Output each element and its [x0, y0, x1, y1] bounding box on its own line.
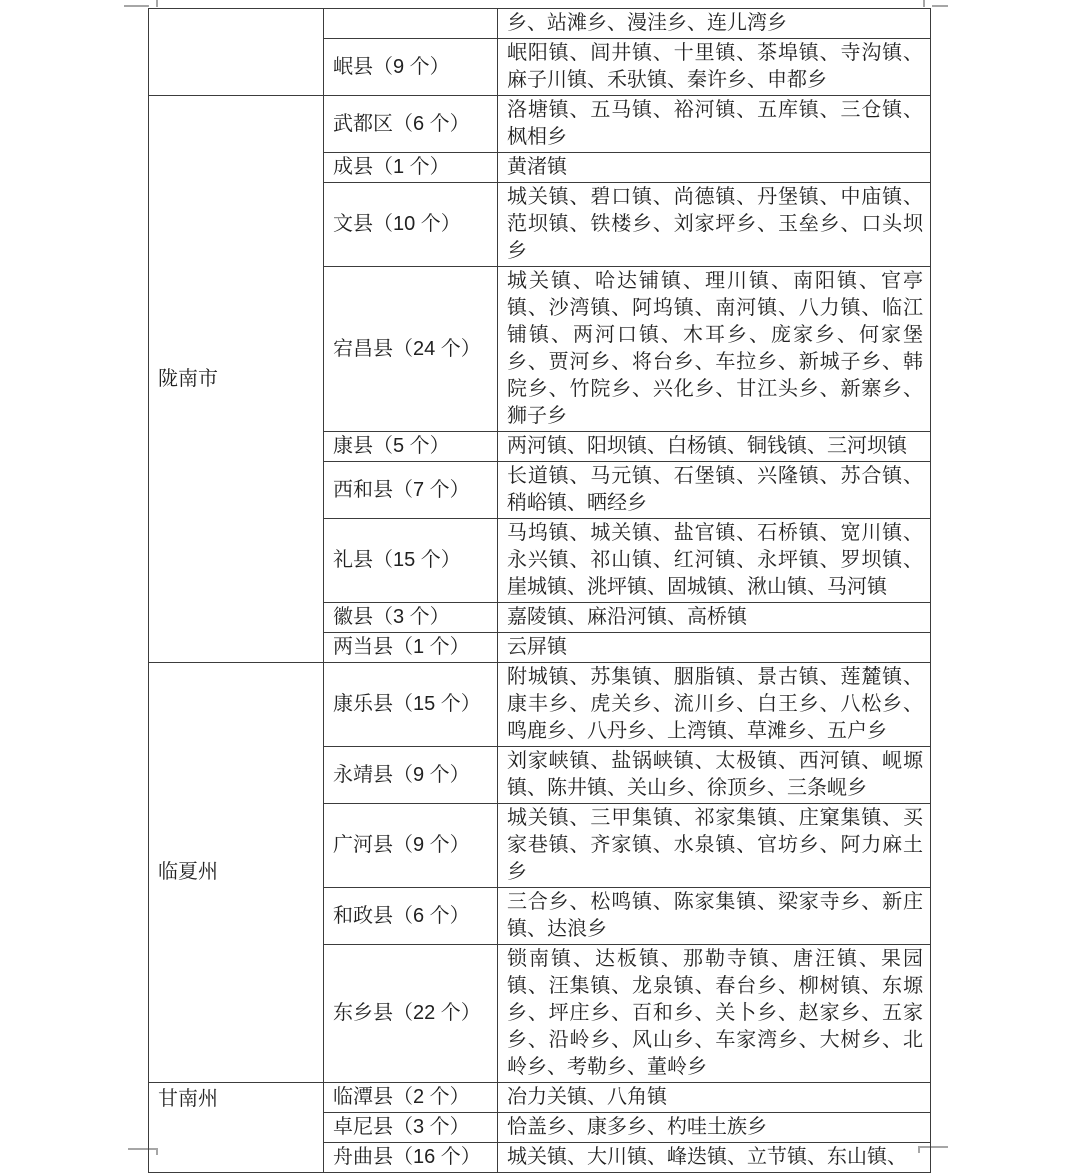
townships-cell: 城关镇、三甲集镇、祁家集镇、庄窠集镇、买家巷镇、齐家镇、水泉镇、官坊乡、阿力麻土乡 — [498, 804, 931, 888]
county-cell-kangxian: 康县（5 个） — [324, 432, 498, 462]
city-cell-gannan: 甘南州 — [149, 1083, 324, 1173]
table-row — [149, 1083, 931, 1113]
townships-cell: 城关镇、大川镇、峰迭镇、立节镇、东山镇、 — [498, 1143, 931, 1173]
townships-cell: 城关镇、碧口镇、尚德镇、丹堡镇、中庙镇、范坝镇、铁楼乡、刘家坪乡、玉垒乡、口头坝乡 — [498, 183, 931, 267]
townships-cell: 黄渚镇 — [498, 153, 931, 183]
county-cell-yongjing: 永靖县（9 个） — [324, 747, 498, 804]
table-row — [149, 96, 931, 153]
townships-cell: 三合乡、松鸣镇、陈家集镇、梁家寺乡、新庄镇、达浪乡 — [498, 888, 931, 945]
county-cell-minxian: 岷县（9 个） — [324, 39, 498, 96]
county-cell-zhuoni: 卓尼县（3 个） — [324, 1113, 498, 1143]
townships-cell: 附城镇、苏集镇、胭脂镇、景古镇、莲麓镇、康丰乡、虎关乡、流川乡、白王乡、八松乡、鸣鹿乡、八丹乡、上湾镇、草滩乡、五户乡 — [498, 663, 931, 747]
townships-cell: 城关镇、哈达铺镇、理川镇、南阳镇、官亭镇、沙湾镇、阿坞镇、南河镇、八力镇、临江铺镇、两河口镇、木耳乡、庞家乡、何家堡乡、贾河乡、将台乡、车拉乡、新城子乡、韩院乡、竹院乡、兴化乡、甘江头乡、新寨乡、狮子乡 — [498, 267, 931, 432]
city-cell-linxia: 临夏州 — [149, 663, 324, 1083]
page-corner-mark-top-right-horizontal — [932, 5, 948, 7]
county-cell-xihe: 西和县（7 个） — [324, 462, 498, 519]
page-corner-mark-top-left-horizontal — [124, 5, 149, 7]
county-cell-wenxian: 文县（10 个） — [324, 183, 498, 267]
county-cell-lixian: 礼县（15 个） — [324, 519, 498, 603]
county-cell-tanchang: 宕昌县（24 个） — [324, 267, 498, 432]
table-row — [149, 663, 931, 747]
townships-cell: 乡、站滩乡、漫洼乡、连儿湾乡 — [498, 9, 931, 39]
county-cell-continuation — [324, 9, 498, 39]
county-cell-hezheng: 和政县（6 个） — [324, 888, 498, 945]
county-cell-guanghe: 广河县（9 个） — [324, 804, 498, 888]
page-corner-mark-top-left-vertical — [156, 0, 158, 7]
county-cell-dongxiang: 东乡县（22 个） — [324, 945, 498, 1083]
county-cell-lintan: 临潭县（2 个） — [324, 1083, 498, 1113]
townships-cell: 马坞镇、城关镇、盐官镇、石桥镇、宽川镇、永兴镇、祁山镇、红河镇、永坪镇、罗坝镇、崖城镇、洮坪镇、固城镇、湫山镇、马河镇 — [498, 519, 931, 603]
page-corner-mark-top-right-vertical — [923, 0, 925, 7]
city-cell-longnan: 陇南市 — [149, 96, 324, 663]
townships-cell: 刘家峡镇、盐锅峡镇、太极镇、西河镇、岘塬镇、陈井镇、关山乡、徐顶乡、三条岘乡 — [498, 747, 931, 804]
county-cell-huixian: 徽县（3 个） — [324, 603, 498, 633]
city-cell-empty — [149, 9, 324, 96]
county-cell-kangle: 康乐县（15 个） — [324, 663, 498, 747]
townships-cell: 恰盖乡、康多乡、杓哇土族乡 — [498, 1113, 931, 1143]
county-cell-liangdang: 两当县（1 个） — [324, 633, 498, 663]
townships-cell: 云屏镇 — [498, 633, 931, 663]
townships-cell: 锁南镇、达板镇、那勒寺镇、唐汪镇、果园镇、汪集镇、龙泉镇、春台乡、柳树镇、东塬乡、坪庄乡、百和乡、关卜乡、赵家乡、五家乡、沿岭乡、风山乡、车家湾乡、大树乡、北岭乡、考勒乡、董岭乡 — [498, 945, 931, 1083]
admin-divisions-table — [148, 8, 931, 1173]
townships-cell: 岷阳镇、闾井镇、十里镇、茶埠镇、寺沟镇、麻子川镇、禾驮镇、秦许乡、申都乡 — [498, 39, 931, 96]
county-cell-wudu: 武都区（6 个） — [324, 96, 498, 153]
table-row — [149, 9, 931, 39]
townships-cell: 两河镇、阳坝镇、白杨镇、铜钱镇、三河坝镇 — [498, 432, 931, 462]
county-cell-chengxian: 成县（1 个） — [324, 153, 498, 183]
townships-cell: 长道镇、马元镇、石堡镇、兴隆镇、苏合镇、稍峪镇、晒经乡 — [498, 462, 931, 519]
townships-cell: 嘉陵镇、麻沿河镇、高桥镇 — [498, 603, 931, 633]
county-cell-zhouqu: 舟曲县（16 个） — [324, 1143, 498, 1173]
townships-cell: 洛塘镇、五马镇、裕河镇、五库镇、三仓镇、枫相乡 — [498, 96, 931, 153]
townships-cell: 冶力关镇、八角镇 — [498, 1083, 931, 1113]
